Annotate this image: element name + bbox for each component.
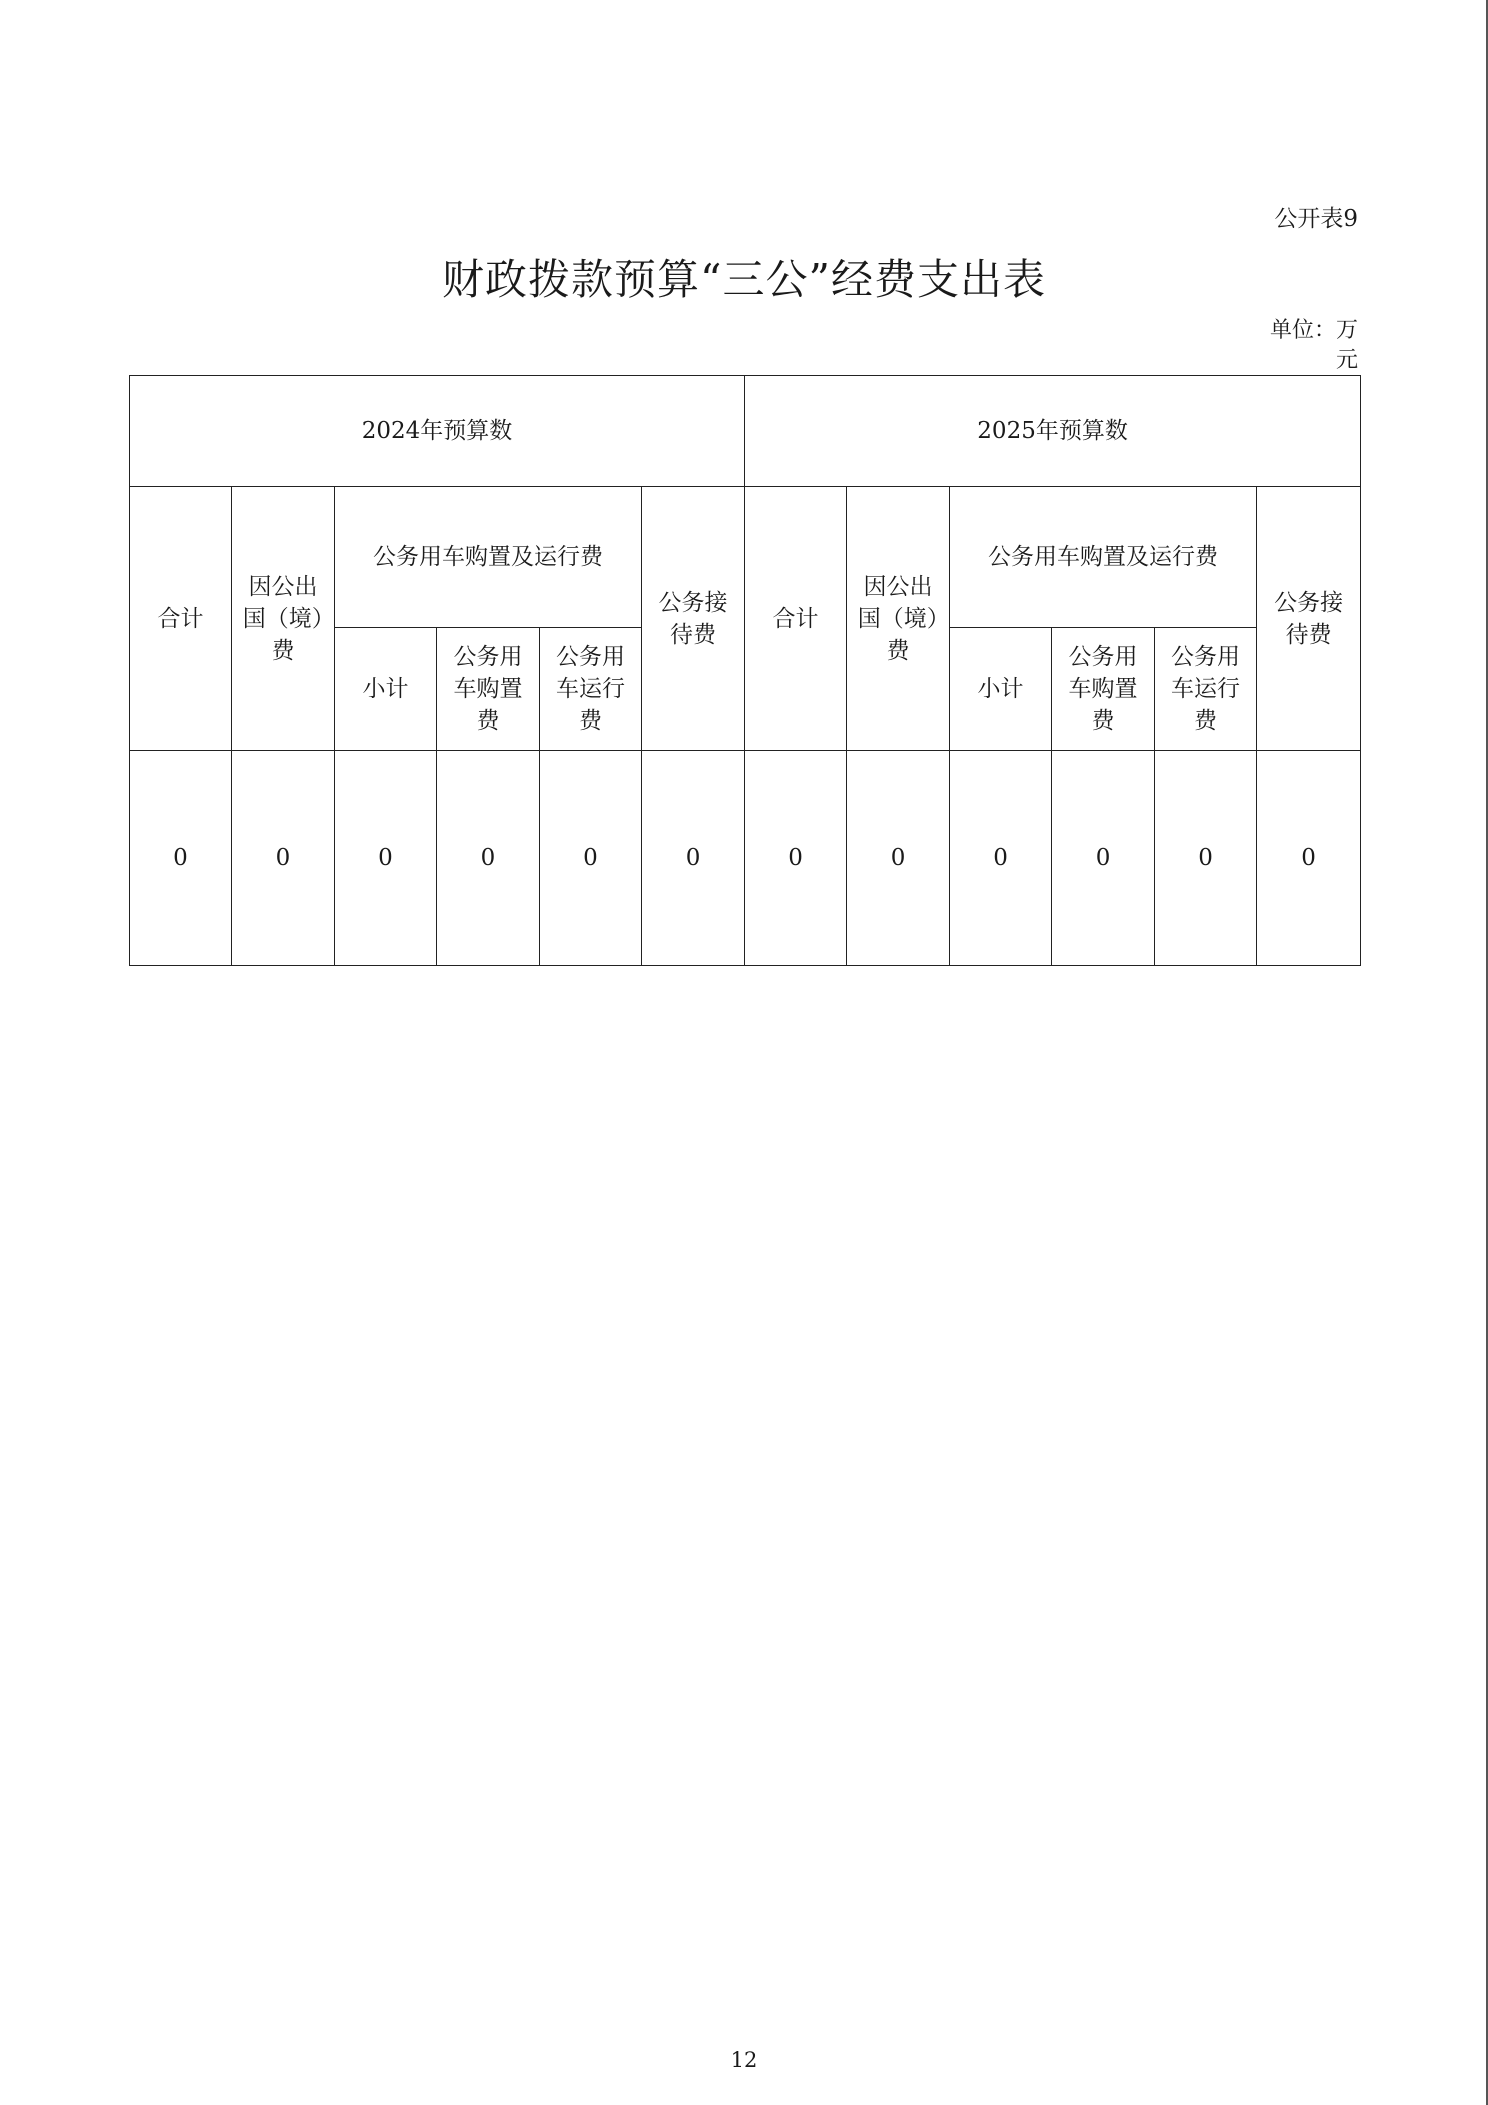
cell-2025-vehicle-purchase: 0 xyxy=(1052,751,1155,966)
year-2025-header: 2025年预算数 xyxy=(745,376,1361,487)
header-2024-vehicle-purchase: 公务用车购置费 xyxy=(437,628,540,751)
cell-2024-abroad: 0 xyxy=(232,751,335,966)
header-2025-vehicle-operation: 公务用车运行费 xyxy=(1155,628,1257,751)
cell-2024-vehicle-subtotal: 0 xyxy=(335,751,437,966)
table-row xyxy=(130,751,1361,966)
page-title: 财政拨款预算“三公”经费支出表 xyxy=(442,255,1046,304)
header-2024-vehicle-group: 公务用车购置及运行费 xyxy=(335,487,642,628)
cell-2024-vehicle-operation: 0 xyxy=(540,751,642,966)
header-2025-total: 合计 xyxy=(745,487,847,751)
cell-2025-abroad: 0 xyxy=(847,751,950,966)
cell-2025-reception: 0 xyxy=(1257,751,1361,966)
header-2024-abroad: 因公出国（境）费 xyxy=(232,487,335,751)
table-tag: 公开表9 xyxy=(1274,206,1358,232)
header-2025-abroad: 因公出国（境）费 xyxy=(847,487,950,751)
header-2024-reception: 公务接待费 xyxy=(642,487,745,751)
year-header-row xyxy=(130,376,1361,487)
cell-2024-reception: 0 xyxy=(642,751,745,966)
cell-2024-total: 0 xyxy=(130,751,232,966)
header-2025-vehicle-subtotal: 小计 xyxy=(950,628,1052,751)
year-2024-header: 2024年预算数 xyxy=(130,376,745,487)
column-header-row xyxy=(130,487,1361,628)
header-2025-reception: 公务接待费 xyxy=(1257,487,1361,751)
header-2025-vehicle-purchase: 公务用车购置费 xyxy=(1052,628,1155,751)
header-2025-vehicle-group: 公务用车购置及运行费 xyxy=(950,487,1257,628)
cell-2025-vehicle-subtotal: 0 xyxy=(950,751,1052,966)
header-2024-vehicle-operation: 公务用车运行费 xyxy=(540,628,642,751)
unit-label: 单位：万元 xyxy=(1269,318,1358,373)
cell-2025-vehicle-operation: 0 xyxy=(1155,751,1257,966)
header-2024-vehicle-subtotal: 小计 xyxy=(335,628,437,751)
page-number: 12 xyxy=(730,2048,758,2072)
budget-table xyxy=(129,375,1361,966)
cell-2024-vehicle-purchase: 0 xyxy=(437,751,540,966)
cell-2025-total: 0 xyxy=(745,751,847,966)
header-2024-total: 合计 xyxy=(130,487,232,751)
